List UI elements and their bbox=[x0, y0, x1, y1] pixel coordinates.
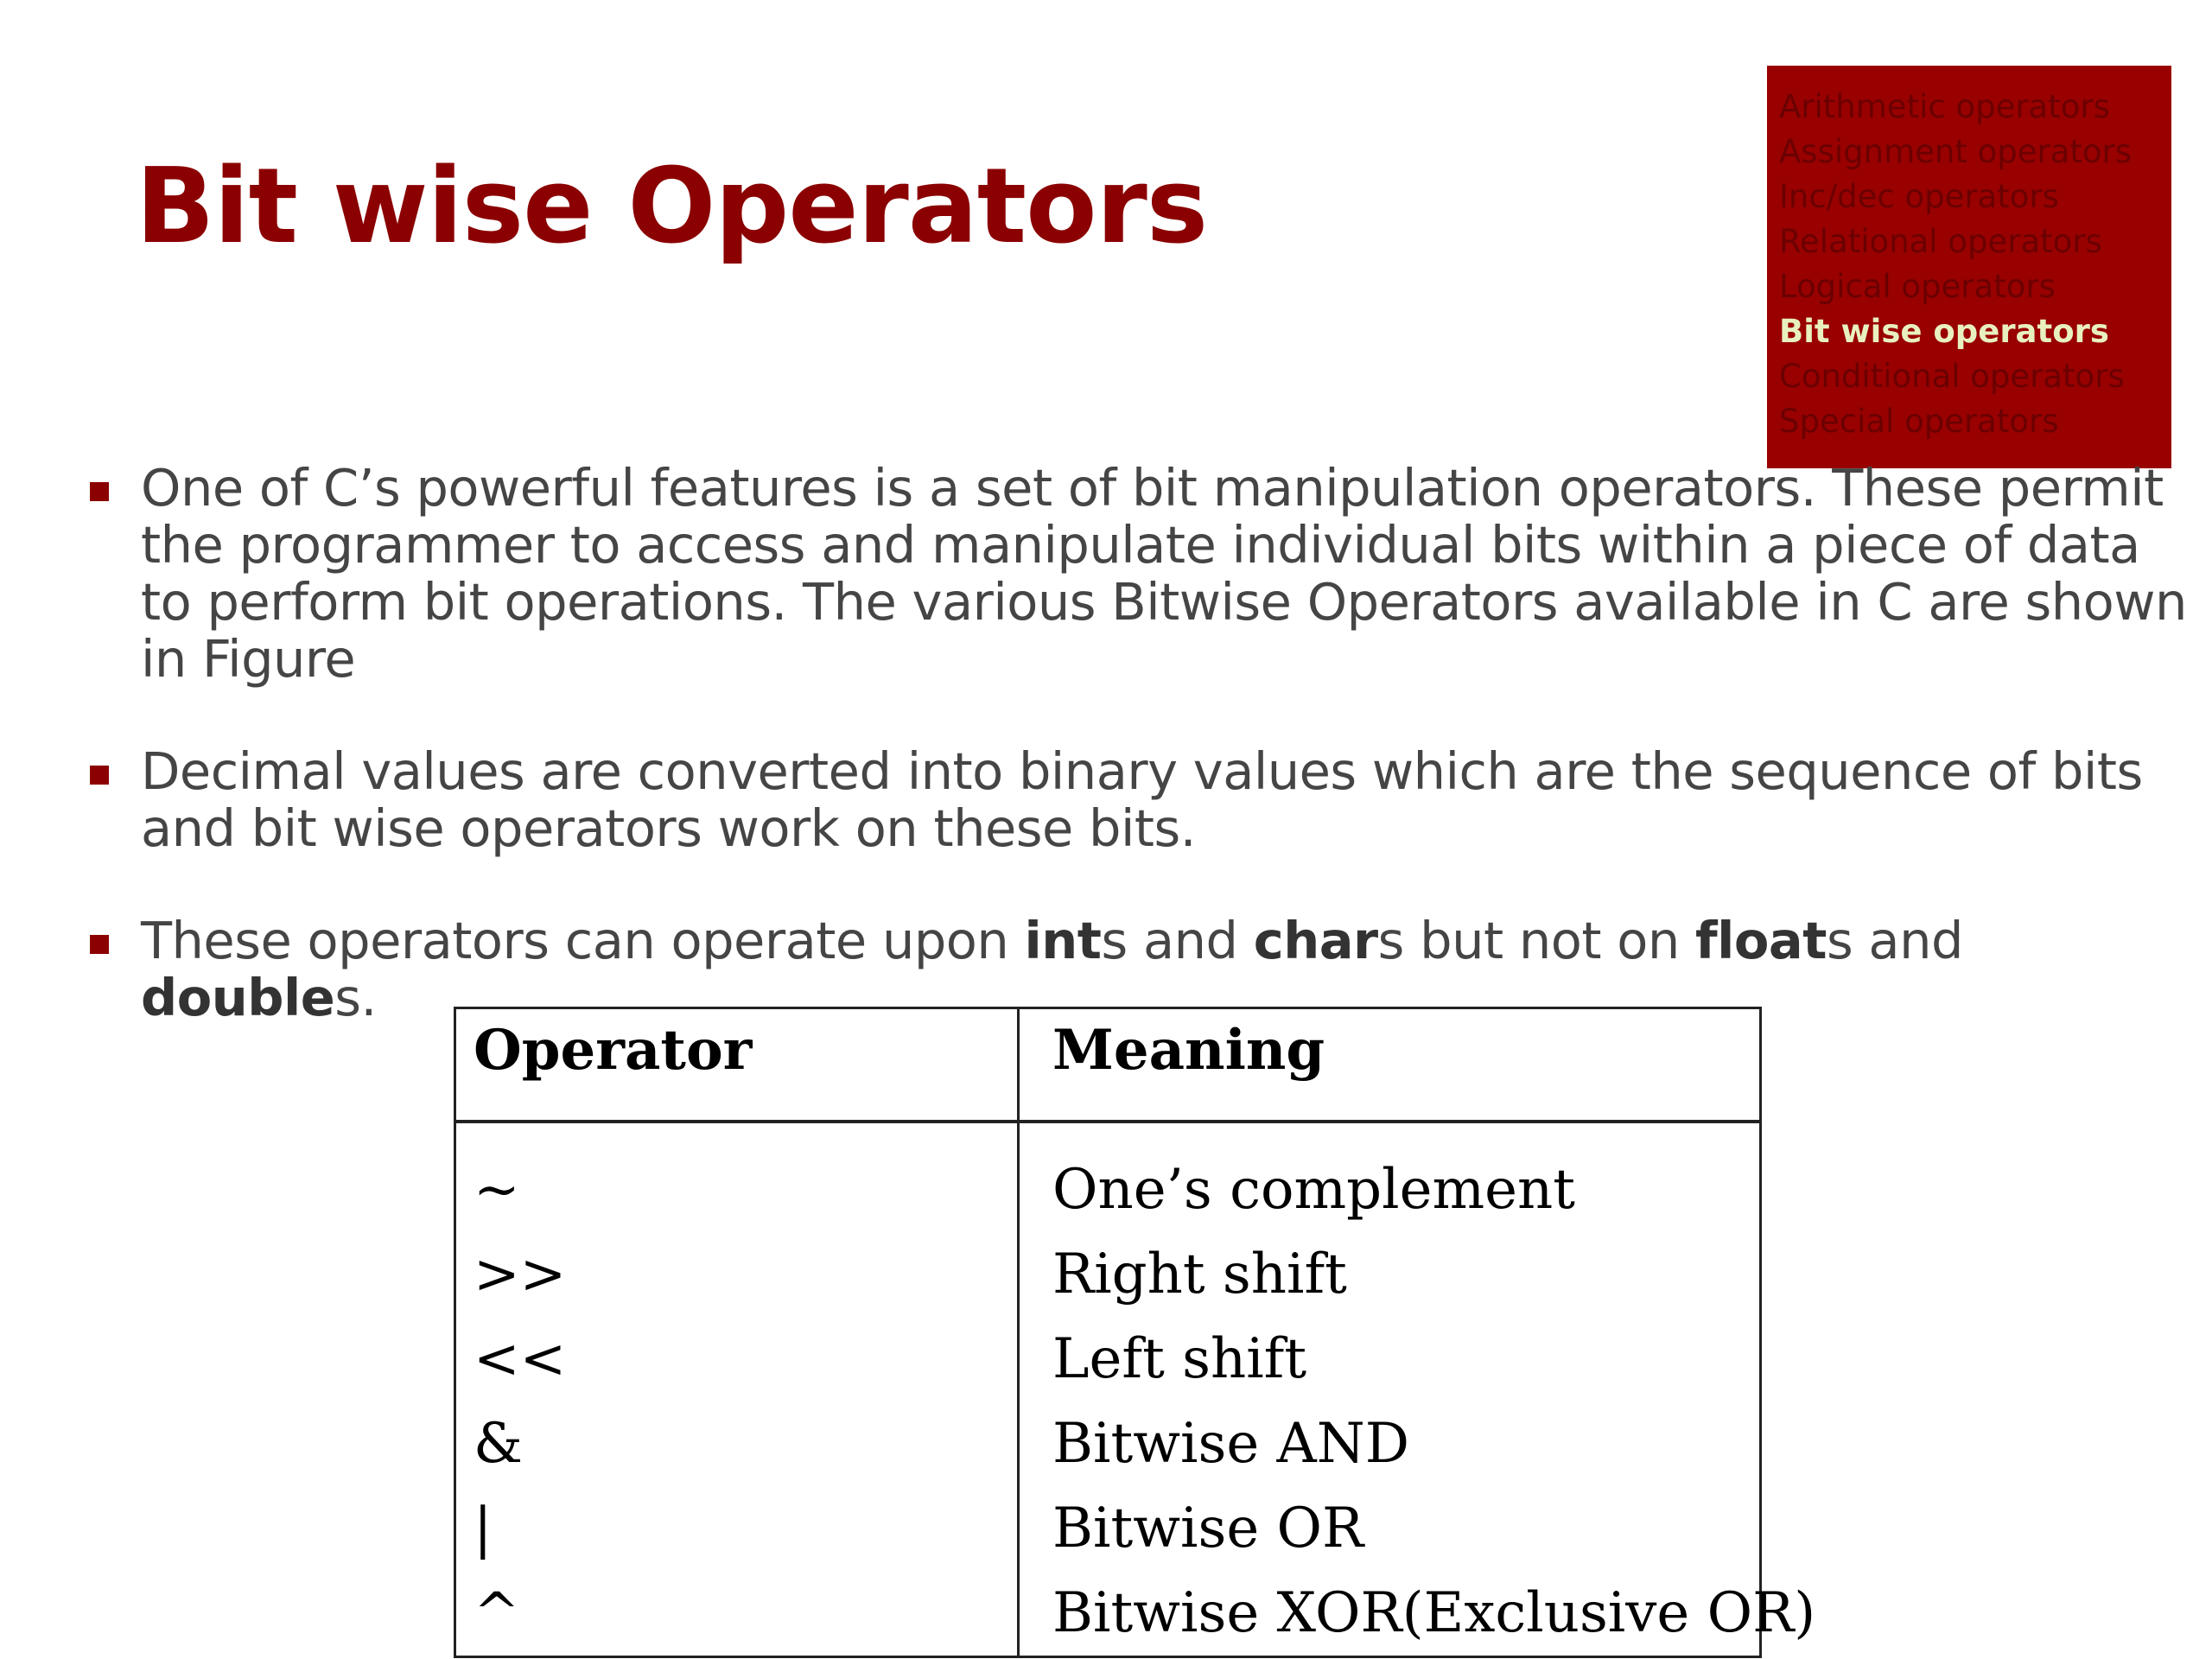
bullet-item bbox=[86, 460, 2195, 688]
operator-cell: | bbox=[474, 1497, 493, 1560]
operator-cell: ~ bbox=[474, 1158, 520, 1222]
topic-list bbox=[1779, 85, 2171, 444]
operator-table bbox=[454, 1007, 1816, 1658]
meaning-column-cell bbox=[1019, 1122, 1816, 1657]
bullet-square-icon bbox=[90, 482, 109, 501]
text-run: These operators can operate upon bbox=[141, 911, 1025, 970]
topic-item-logical[interactable]: Logical operators bbox=[1779, 268, 2056, 305]
topic-item-inc-dec[interactable]: Inc/dec operators bbox=[1779, 178, 2059, 215]
operator-cell: ^ bbox=[474, 1581, 520, 1645]
topic-item-relational[interactable]: Relational operators bbox=[1779, 223, 2102, 260]
bullet-square-icon bbox=[90, 766, 109, 785]
operator-cell: >> bbox=[474, 1243, 567, 1306]
meaning-cell: One’s complement bbox=[1052, 1158, 1575, 1222]
bullet-list bbox=[86, 460, 2195, 1027]
column-header-operator: Operator bbox=[455, 1008, 1019, 1122]
column-header-meaning: Meaning bbox=[1019, 1008, 1761, 1122]
table-header-row bbox=[455, 1008, 1761, 1122]
keyword-float: float bbox=[1694, 911, 1827, 970]
text-run: s. bbox=[334, 968, 377, 1027]
bullet-text: One of C’s powerful features is a set of bit manipulation operators. These permit the programmer to access and manipulate individual bits within a piece of data to perform bit operations. The various Bitwise Operators available in C are shown in Figure bbox=[141, 458, 2187, 689]
operator-column-cell bbox=[455, 1122, 1019, 1657]
meaning-cell: Bitwise AND bbox=[1052, 1412, 1410, 1476]
keyword-int: int bbox=[1024, 911, 1102, 970]
topic-item-assignment[interactable]: Assignment operators bbox=[1779, 133, 2133, 170]
text-run: s and bbox=[1101, 911, 1254, 970]
slide-title: Bit wise Operators bbox=[136, 147, 1208, 267]
meaning-cell: Right shift bbox=[1052, 1243, 1347, 1306]
meaning-cell: Bitwise OR bbox=[1052, 1497, 1364, 1560]
topic-item-conditional[interactable]: Conditional operators bbox=[1779, 358, 2125, 395]
topic-item-special[interactable]: Special operators bbox=[1779, 403, 2059, 440]
topic-navigation-box bbox=[1767, 66, 2171, 468]
bullet-text: Decimal values are converted into binary values which are the sequence of bits and bit wise operators work on these bits. bbox=[141, 741, 2143, 858]
meaning-cell: Left shift bbox=[1052, 1327, 1307, 1391]
table-body-row bbox=[455, 1122, 1761, 1657]
operator-cell: & bbox=[474, 1412, 523, 1476]
keyword-char: char bbox=[1253, 911, 1378, 970]
bullet-square-icon bbox=[90, 935, 109, 954]
bullet-item bbox=[86, 743, 2195, 857]
topic-item-bitwise[interactable]: Bit wise operators bbox=[1779, 313, 2109, 350]
text-run: s and bbox=[1826, 911, 1963, 970]
text-run: s but not on bbox=[1377, 911, 1695, 970]
operator-cell: << bbox=[474, 1327, 567, 1391]
meaning-cell: Bitwise XOR(Exclusive OR) bbox=[1052, 1581, 1816, 1645]
topic-item-arithmetic[interactable]: Arithmetic operators bbox=[1779, 88, 2110, 125]
keyword-double: double bbox=[141, 968, 335, 1027]
